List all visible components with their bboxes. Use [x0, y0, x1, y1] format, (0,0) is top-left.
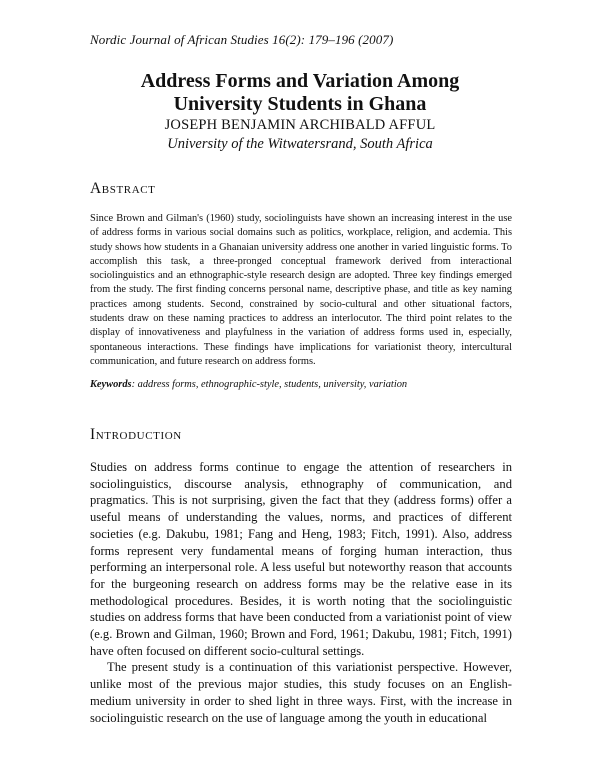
- keywords: [90, 379, 520, 390]
- author-affiliation: University of the Witwatersrand, South Africa: [167, 136, 433, 152]
- introduction-heading: Introduction: [90, 426, 182, 443]
- introduction-paragraph-2: The present study is a continuation of this variationist perspective. However, unlike most of the previous major studies, this study focuses on an English-medium university in order to shed light in three ways. First, with the increase in sociolinguistic research on the use of language among the youth in educational: [90, 660, 512, 725]
- keywords-values: : address forms, ethnographic-style, students, university, variation: [131, 379, 408, 390]
- title-line-1: Address Forms and Variation Among: [140, 70, 460, 92]
- introduction-paragraph-1: Studies on address forms continue to engage the attention of researchers in sociolinguistics, discourse analysis, ethnography of communication, and pragmatics. This is not surprising, given the fact that they (address forms) offer a useful means of understanding the values, norms, and practices of different societies (e.g. Dakubu, 1981; Fang and Heng, 1983; Fitch, 1991). Also, address forms represent very fundamental means of forging human interaction, thus performing an interpersonal role. A less useful but noteworthy reason that accounts for the burgeoning research on address forms may be the relative ease in its methodological procedures. Besides, it is worth noting that the sociolinguistic studies on address forms that have been conducted from a variationist point of view (e.g. Brown and Gilman, 1960; Brown and Ford, 1961; Dakubu, 1981; Fitch, 1991) have often focused on different socio-cultural settings.: [90, 460, 512, 658]
- abstract-text: Since Brown and Gilman's (1960) study, sociolinguists have shown an increasing interest in the use of address forms in various social domains such as politics, workplace, religion, and acdemia. This study shows how students in a Ghanaian university address one another in varied linguistic forms. To accomplish this task, a three-pronged conceptual framework derived from interactional sociolinguistics and an ethnographic-style research design are adopted. Three key findings emerged from the study. The first finding concerns personal name, descriptive phase, and title as key naming practices among students. Second, constrained by socio-cultural and other situational factors, students draw on these naming practices to address an interlocutor. The third point relates to the display of innovativeness and playfulness in the variation of address forms used in, especially, spontaneous interactions. These findings have implications for variationist theory, intercultural communication, and future research on address forms.: [90, 213, 512, 367]
- keywords-label: Keywords: [90, 379, 132, 390]
- title-line-2: University Students in Ghana: [173, 93, 427, 115]
- author-name: JOSEPH BENJAMIN ARCHIBALD AFFUL: [164, 117, 436, 133]
- abstract-heading: Abstract: [90, 180, 156, 197]
- paper-title: [0, 70, 600, 116]
- introduction-body: [90, 459, 512, 726]
- journal-citation: Nordic Journal of African Studies 16(2): 179–196 (2007): [90, 32, 394, 47]
